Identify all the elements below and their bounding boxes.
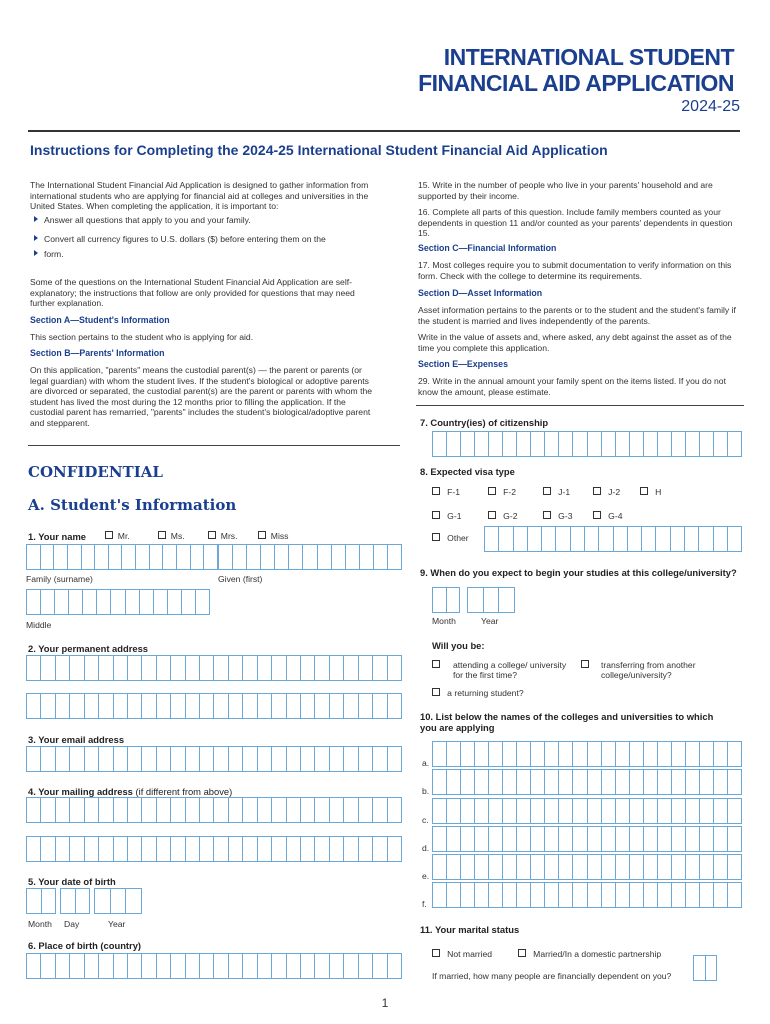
section-e-heading: Section E—Expenses [418,359,508,369]
bullet-3: form. [34,249,64,259]
instruction-15: 15. Write in the number of people who live in your parents' household and are supported by their income. [418,180,713,201]
permanent-address-line-2[interactable] [26,693,402,719]
q1-label: 1. Your name [28,531,87,542]
given-label: Given (first) [218,574,263,584]
checkbox[interactable] [258,531,266,539]
instructions-title: Instructions for Completing the 2024-25 International Student Financial Aid Application [30,142,608,158]
instruction-16: 16. Complete all parts of this question. Include family members counted as your dependents in question 11 and/or counted as your parents' dependents in question 15. [418,207,733,239]
form-year: 2024-25 [681,98,740,115]
dob-month-field[interactable] [26,888,56,914]
dob-day-label: Day [64,919,80,929]
q10-label: 10. List below the names of the colleges and universities to which you are applying [420,711,714,733]
title-line-2: FINANCIAL AID APPLICATION [418,70,734,96]
q5-label: 5. Your date of birth [28,876,116,887]
checkbox[interactable] [488,487,496,495]
dob-year-field[interactable] [94,888,142,914]
q2-label: 2. Your permanent address [28,643,149,654]
instruction-17: 17. Most colleges require you to submit documentation to verify information on this form. Check with the college to determine its requirements. [418,260,732,281]
given-name-field[interactable] [218,544,402,570]
checkbox[interactable] [543,487,551,495]
visa-f2[interactable]: F-2 [488,487,516,497]
visa-other[interactable]: Other [432,533,469,543]
checkbox[interactable] [432,949,440,957]
instructions-intro: The International Student Financial Aid Application is designed to gather information from international students who are applying for financial aid at colleges and universities in the United States. When completing the application, it is important to: [30,180,369,212]
start-month-label: Month [432,616,456,626]
title-miss[interactable]: Miss [258,531,288,541]
college-c-field[interactable] [432,798,742,824]
checkbox[interactable] [581,660,589,670]
q7-label: 7. Country(ies) of citizenship [420,417,549,428]
q6-label: 6. Place of birth (country) [28,940,142,951]
middle-name-field[interactable] [26,589,210,615]
will-you-be-label: Will you be: [432,640,485,651]
instructions-para2: Some of the questions on the International Student Financial Aid Application are self-explanatory; the instructions that follow are only provided for questions that may need further explanation. [30,277,355,309]
returning-option[interactable]: a returning student? [432,688,524,698]
not-married-option[interactable]: Not married [432,949,492,959]
page-number: 1 [381,996,389,1010]
dependents-question: If married, how many people are financially dependent on you? [432,971,672,981]
form-title [418,44,734,96]
checkbox[interactable] [432,688,440,696]
dependents-field[interactable] [693,955,717,981]
checkbox[interactable] [158,531,166,539]
letter-a: a. [422,758,430,768]
visa-g3[interactable]: G-3 [543,511,573,521]
left-divider [28,445,400,446]
section-a-text: This section pertains to the student who is applying for aid. [30,332,254,342]
visa-g4[interactable]: G-4 [593,511,623,521]
checkbox[interactable] [543,511,551,519]
instruction-29: 29. Write in the annual amount your family spent on the items listed. If you do not know the amount, please estimate. [418,376,726,397]
college-a-field[interactable] [432,741,742,767]
letter-f: f. [422,899,427,909]
letter-d: d. [422,843,430,853]
visa-g1[interactable]: G-1 [432,511,462,521]
section-b-heading: Section B—Parents' Information [30,348,165,358]
visa-j2[interactable]: J-2 [593,487,620,497]
visa-h[interactable]: H [640,487,661,497]
middle-label: Middle [26,620,52,630]
q9-label: 9. When do you expect to begin your studies at this college/university? [420,567,737,578]
email-field[interactable] [26,746,402,772]
checkbox[interactable] [518,949,526,957]
title-line-1: INTERNATIONAL STUDENT [443,44,734,70]
college-e-field[interactable] [432,854,742,880]
checkbox[interactable] [488,511,496,519]
right-divider [416,405,744,406]
college-d-field[interactable] [432,826,742,852]
place-of-birth-field[interactable] [26,953,402,979]
checkbox[interactable] [105,531,113,539]
title-mrs[interactable]: Mrs. [208,531,238,541]
section-a-title: A. Student's Information [28,496,237,514]
checkbox[interactable] [432,533,440,541]
bullet-1: Answer all questions that apply to you and your family. [34,215,251,225]
checkbox[interactable] [432,487,440,495]
college-b-field[interactable] [432,769,742,795]
start-year-label: Year [481,616,499,626]
section-d-text-2: Write in the value of assets and, where asked, any debt against the asset as of the time you complete this application. [418,332,732,353]
checkbox[interactable] [208,531,216,539]
letter-b: b. [422,786,430,796]
family-label: Family (surname) [26,574,93,584]
mailing-address-line-1[interactable] [26,797,402,823]
letter-c: c. [422,815,429,825]
family-name-field[interactable] [26,544,218,570]
start-month-field[interactable] [432,587,460,613]
confidential-label: CONFIDENTIAL [28,463,163,481]
mailing-address-line-2[interactable] [26,836,402,862]
q11-label: 11. Your marital status [420,924,520,935]
visa-j1[interactable]: J-1 [543,487,570,497]
checkbox[interactable] [593,511,601,519]
start-year-field[interactable] [467,587,515,613]
checkbox[interactable] [640,487,648,495]
section-c-heading: Section C—Financial Information [418,243,557,253]
q8-label: 8. Expected visa type [420,466,515,477]
q4-label: 4. Your mailing address (if different from above) [28,786,233,797]
bullet-2: Convert all currency figures to U.S. dollars ($) before entering them on the [34,234,326,244]
visa-other-field[interactable] [484,526,742,552]
citizenship-field[interactable] [432,431,742,457]
attending-option: attending a college/ university for the first time? [453,660,567,680]
section-a-heading: Section A—Student's Information [30,315,170,325]
visa-f1[interactable]: F-1 [432,487,460,497]
title-mr[interactable]: Mr. [105,531,130,541]
checkbox[interactable] [432,511,440,519]
section-d-heading: Section D—Asset Information [418,288,543,298]
college-f-field[interactable] [432,882,742,908]
checkbox[interactable] [593,487,601,495]
permanent-address-line-1[interactable] [26,655,402,681]
visa-g2[interactable]: G-2 [488,511,518,521]
section-d-text-1: Asset information pertains to the parents or to the student and the student's family if the student is married and lives independently of the parents. [418,305,736,326]
letter-e: e. [422,871,430,881]
title-ms[interactable]: Ms. [158,531,185,541]
q3-label: 3. Your email address [28,734,125,745]
dob-day-field[interactable] [60,888,90,914]
married-option[interactable]: Married/In a domestic partnership [518,949,661,959]
transferring-option: transferring from another college/university? [601,660,696,680]
header-divider [28,130,740,132]
section-b-text: On this application, "parents" means the custodial parent(s) — the parent or parents (or legal guardian) with whom the student lives. If the student's biological or adoptive parents are divorced or separated, the custodial parent(s) are the parent or parents with whom the student has lived the most during the 12 months prior to filling the application. If the custodial parent has remarried, "parents" includes the student's biological/adoptive parent and stepparent. [30,365,373,428]
dob-month-label: Month [28,919,52,929]
checkbox[interactable] [432,660,440,670]
dob-year-label: Year [108,919,126,929]
